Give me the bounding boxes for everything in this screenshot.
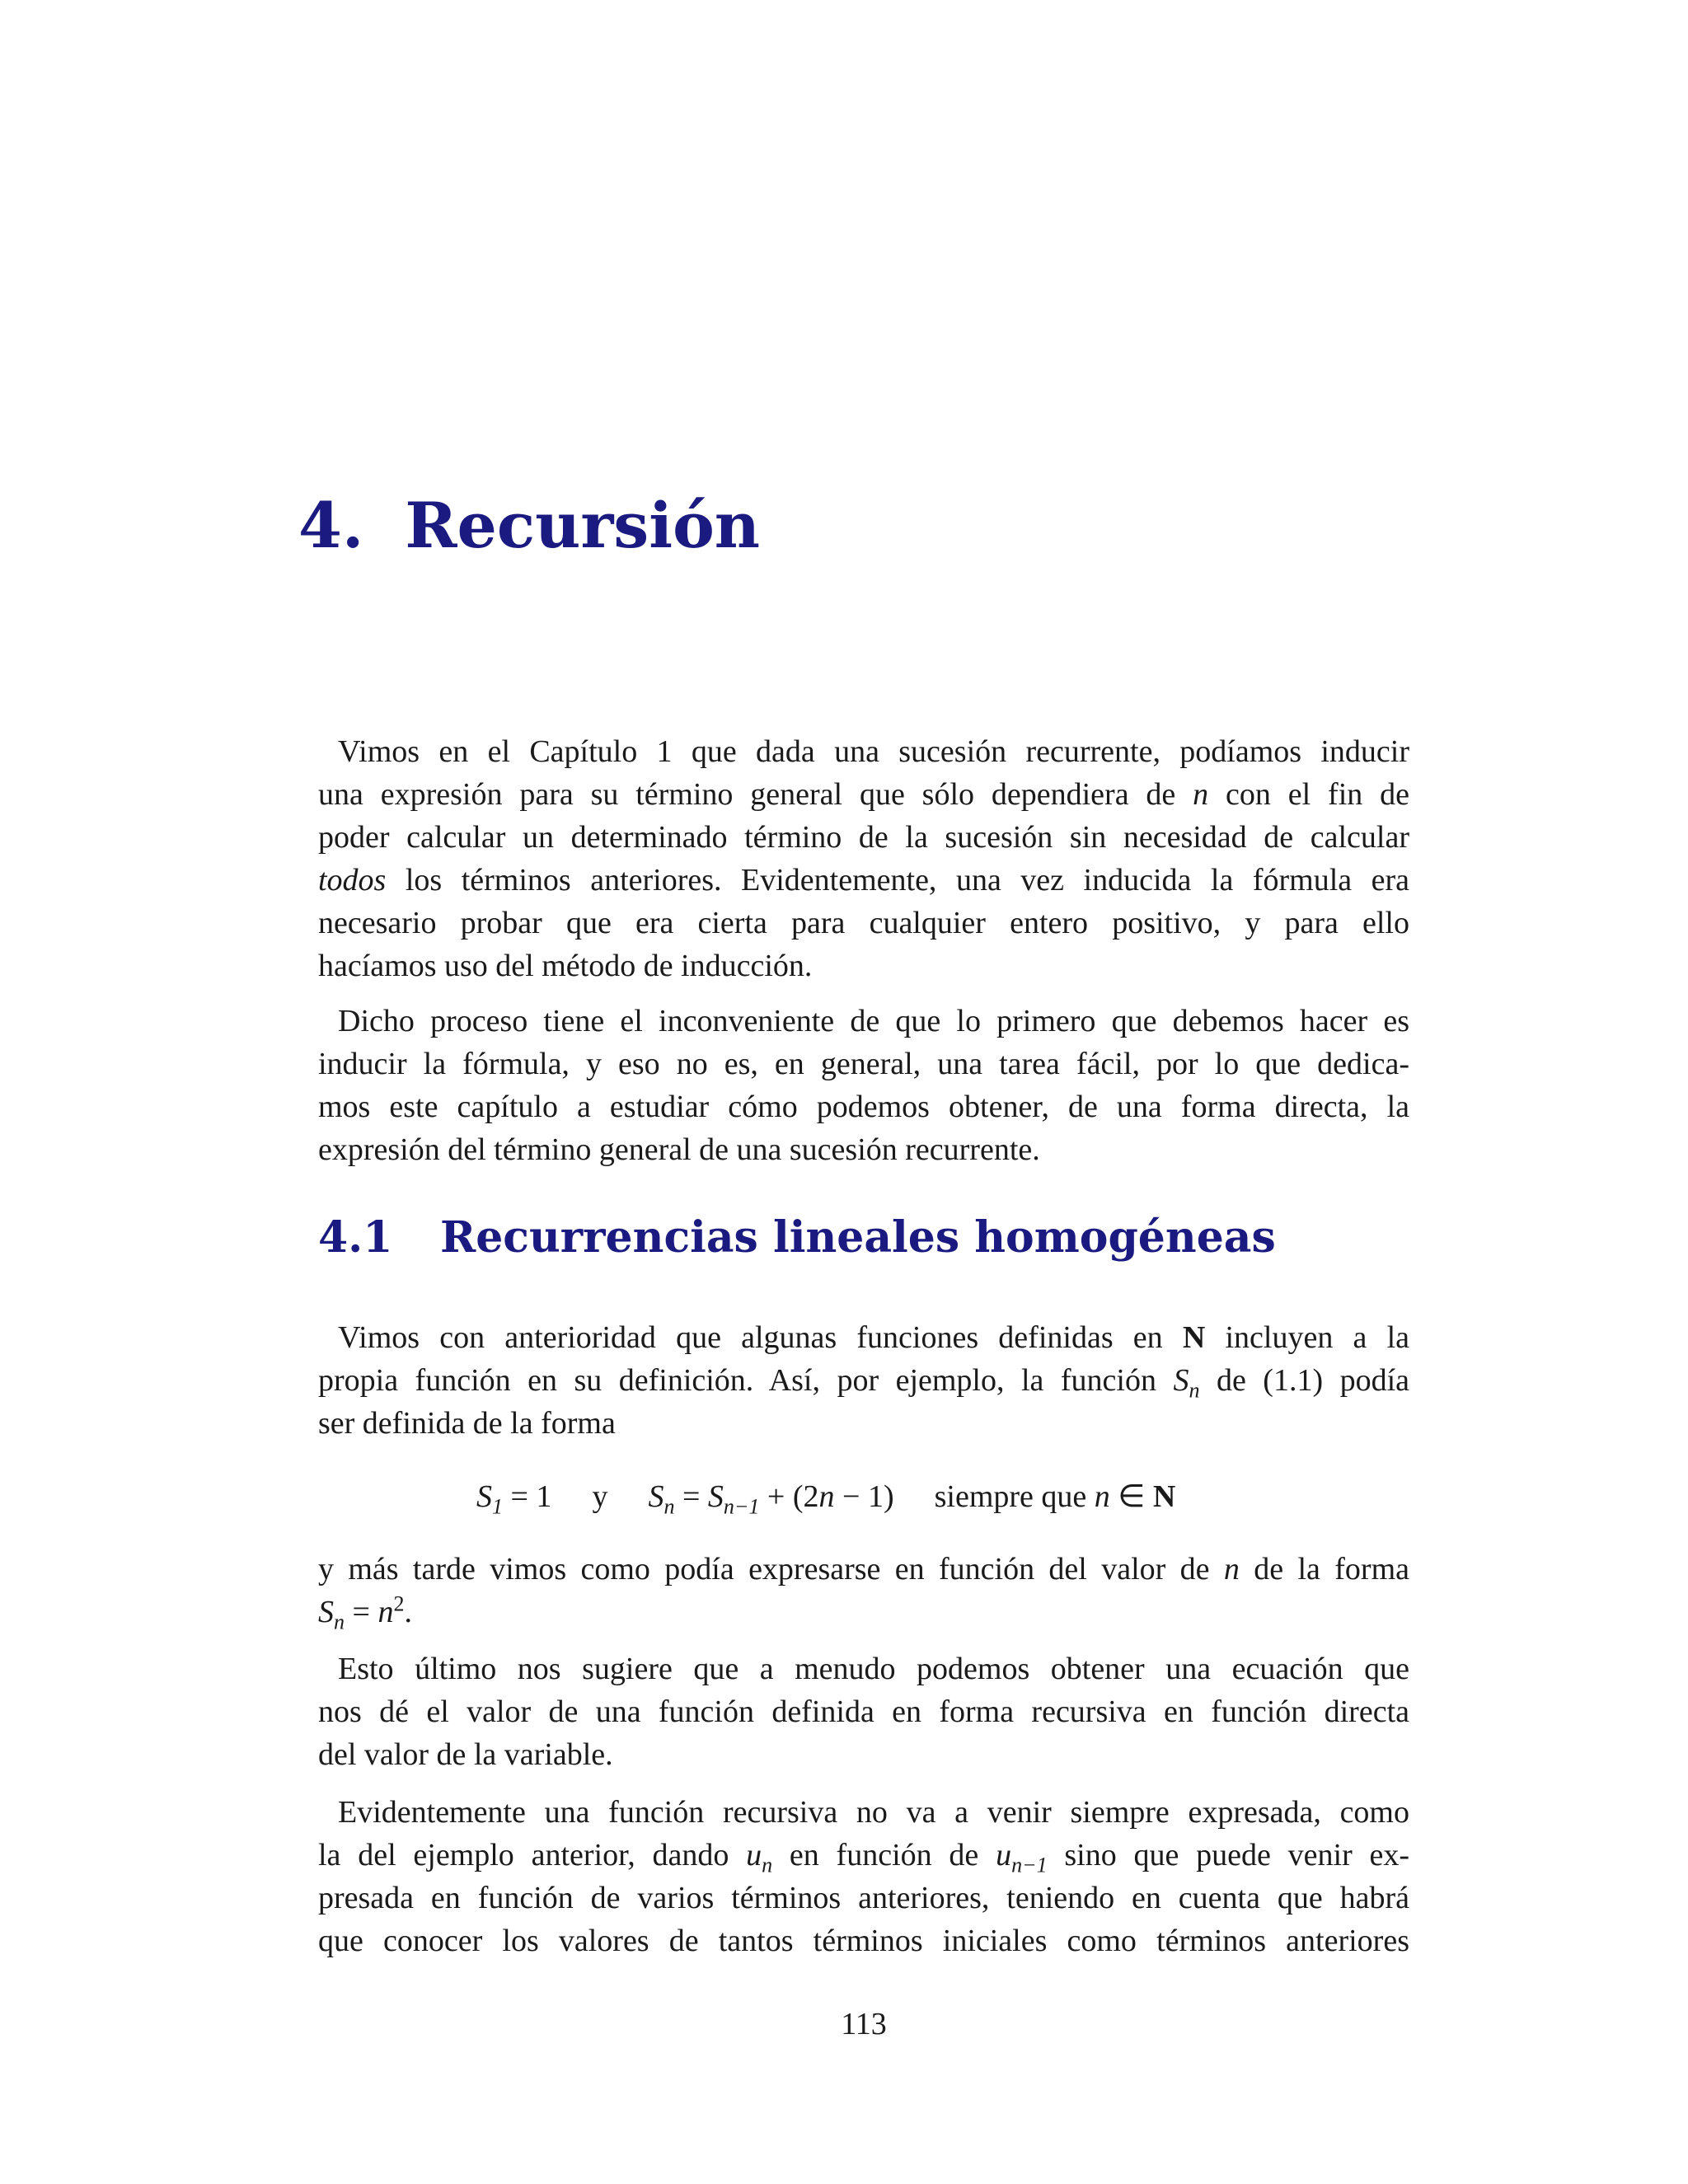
- page-number: 113: [841, 2007, 887, 2041]
- intro-paragraph-1: [318, 730, 1409, 987]
- body-paragraph-5: [318, 1647, 1409, 1776]
- text-line: $S_n = n^2$.: [318, 1591, 412, 1633]
- section-number: 4.1: [318, 1212, 393, 1263]
- chapter-title: [298, 489, 761, 562]
- display-equation: $S_1 = 1$ y $S_n = S_{n-1} + (2n - 1)$ siempre que n ∈ N: [476, 1479, 1176, 1519]
- body-paragraph-6: [318, 1791, 1409, 1962]
- text-line: inducir la fórmula, y eso no es, en general, una tarea fácil, por lo que dedica-: [318, 1047, 1409, 1081]
- text-line: Esto último nos sugiere que a menudo podemos obtener una ecuación que: [338, 1652, 1409, 1686]
- intro-paragraph-2: [318, 1000, 1409, 1171]
- text-line: presada en función de varios términos anteriores, teniendo en cuenta que habrá: [318, 1881, 1409, 1915]
- text-line: mos este capítulo a estudiar cómo podemos obtener, de una forma directa, la: [318, 1090, 1409, 1124]
- text-line: Vimos en el Capítulo 1 que dada una sucesión recurrente, podíamos inducir: [338, 734, 1409, 769]
- text-line: todos los términos anteriores. Evidentemente, una vez inducida la fórmula era: [318, 863, 1409, 898]
- text-line: Evidentemente una función recursiva no va a venir siempre expresada, como: [338, 1795, 1409, 1830]
- text-line: necesario probar que era cierta para cualquier entero positivo, y para ello: [318, 906, 1409, 940]
- body-paragraph-4: [318, 1548, 1409, 1633]
- text-line: Dicho proceso tiene el inconveniente de que lo primero que debemos hacer es: [338, 1004, 1409, 1038]
- section-title-text: Recurrencias lineales homogéneas: [440, 1212, 1276, 1263]
- text-line: poder calcular un determinado término de la sucesión sin necesidad de calcular: [318, 820, 1409, 855]
- body-paragraph-3: [318, 1316, 1409, 1445]
- text-line: del valor de la variable.: [318, 1737, 613, 1772]
- text-line: la del ejemplo anterior, dando $u_n$ en función de $u_{n-1}$ sino que puede venir ex-: [318, 1838, 1409, 1877]
- text-line: ser definida de la forma: [318, 1406, 616, 1441]
- text-line: una expresión para su término general que sólo dependiera de n con el fin de: [318, 777, 1409, 812]
- text-line: expresión del término general de una sucesión recurrente.: [318, 1132, 1040, 1167]
- text-line: y más tarde vimos como podía expresarse en función del valor de n de la forma: [318, 1552, 1409, 1586]
- text-line: Vimos con anterioridad que algunas funciones definidas en N incluyen a la: [338, 1320, 1409, 1355]
- chapter-title-text: Recursión: [405, 489, 761, 562]
- text-line: propia función en su definición. Así, por ejemplo, la función $S_n$ de (1.1) podía: [318, 1363, 1409, 1402]
- text-line: que conocer los valores de tantos términos iniciales como términos anteriores: [318, 1924, 1409, 1958]
- section-heading: [318, 1212, 1276, 1263]
- text-line: hacíamos uso del método de inducción.: [318, 949, 813, 983]
- emphasis-todos: todos: [318, 863, 387, 898]
- text-line: nos dé el valor de una función definida en forma recursiva en función directa: [318, 1694, 1409, 1729]
- chapter-number: 4.: [298, 489, 364, 562]
